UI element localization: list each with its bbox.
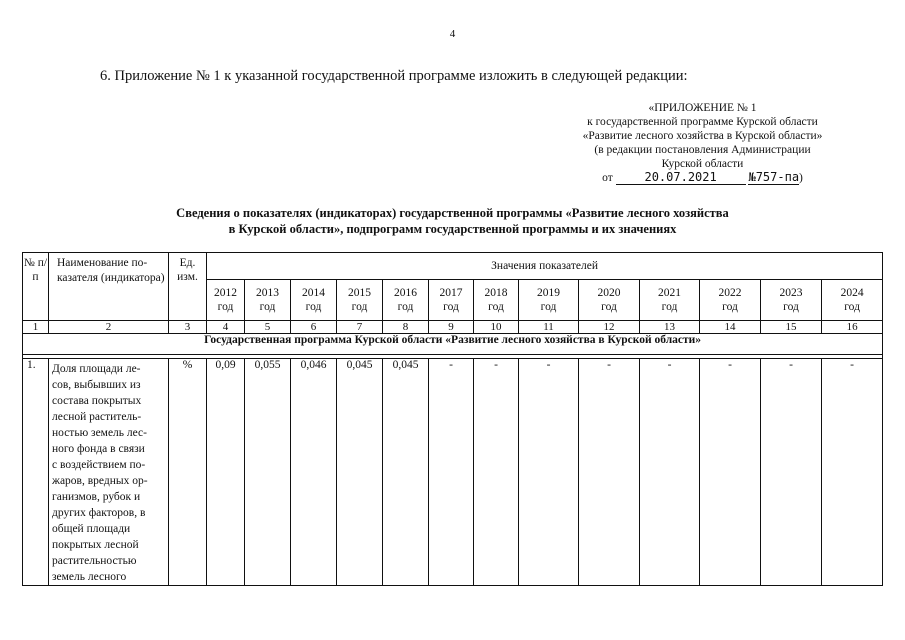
year-cell: 2012 год (207, 280, 245, 321)
header-unit: Ед. изм. (169, 253, 207, 321)
value-cell: 0,055 (245, 359, 291, 586)
value-cell: - (822, 359, 883, 586)
annex-number: №757-па (748, 170, 800, 184)
value-cell: - (519, 359, 579, 586)
annex-closing: ) (799, 172, 803, 184)
column-number: 15 (761, 321, 822, 334)
column-number: 3 (169, 321, 207, 334)
column-number: 7 (337, 321, 383, 334)
column-number: 2 (49, 321, 169, 334)
annex-title: «ПРИЛОЖЕНИЕ № 1 (648, 102, 757, 114)
page-number: 4 (449, 28, 456, 40)
annex-date-line (530, 171, 875, 185)
section-row (23, 334, 883, 355)
year-cell: 2020 год (579, 280, 640, 321)
table-heading-line2: в Курской области», подпрограмм государственной программы и их значениях (228, 222, 677, 236)
value-cell: - (474, 359, 519, 586)
column-number: 13 (640, 321, 700, 334)
column-number: 4 (207, 321, 245, 334)
column-number: 9 (429, 321, 474, 334)
year-cell: 2015 год (337, 280, 383, 321)
row-num: 1. (23, 359, 49, 586)
indicators-table (22, 252, 883, 586)
header-name: Наименование по-казателя (индикатора) (49, 253, 169, 321)
value-cell: 0,045 (383, 359, 429, 586)
section-title: Государственная программа Курской области «Развитие лесного хозяйства в Курской области» (23, 334, 883, 355)
annex-line-program: к государственной программе Курской области (587, 116, 818, 128)
column-number: 12 (579, 321, 640, 334)
column-number: 5 (245, 321, 291, 334)
year-cell: 2024 год (822, 280, 883, 321)
value-cell: 0,046 (291, 359, 337, 586)
annex-line-program-name: «Развитие лесного хозяйства в Курской области» (582, 130, 823, 142)
year-cell: 2022 год (700, 280, 761, 321)
value-cell: - (429, 359, 474, 586)
annex-block (530, 101, 875, 185)
table-heading-line1: Сведения о показателях (индикаторах) государственной программы «Развитие лесного хозяйства (176, 206, 729, 220)
value-cell: 0,045 (337, 359, 383, 586)
value-cell: 0,09 (207, 359, 245, 586)
column-number: 10 (474, 321, 519, 334)
year-cell: 2014 год (291, 280, 337, 321)
year-cell: 2021 год (640, 280, 700, 321)
column-number: 8 (383, 321, 429, 334)
year-cell: 2018 год (474, 280, 519, 321)
column-number: 11 (519, 321, 579, 334)
year-cell: 2019 год (519, 280, 579, 321)
column-number: 16 (822, 321, 883, 334)
annex-from-label: от (602, 172, 613, 184)
table-heading (0, 205, 905, 237)
annex-line-region: Курской области (661, 158, 744, 170)
value-cell: - (640, 359, 700, 586)
annex-date: 20.07.2021 (616, 171, 746, 185)
header-values: Значения показателей (207, 253, 883, 280)
column-number: 14 (700, 321, 761, 334)
column-number: 6 (291, 321, 337, 334)
column-numbers-row (23, 321, 883, 334)
value-cell: - (700, 359, 761, 586)
unit-cell: % (169, 359, 207, 586)
year-cell: 2016 год (383, 280, 429, 321)
table-row (23, 359, 883, 586)
column-number: 1 (23, 321, 49, 334)
header-num: № п/п (23, 253, 49, 321)
year-cell: 2017 год (429, 280, 474, 321)
annex-line-edition: (в редакции постановления Администрации (594, 144, 811, 156)
value-cell: - (761, 359, 822, 586)
intro-paragraph: 6. Приложение № 1 к указанной государственной программе изложить в следующей редакции: (100, 68, 688, 84)
year-cell: 2023 год (761, 280, 822, 321)
indicator-name: Доля площади ле- сов, выбывших из состава покрытых лесной раститель- ностью земель лес- ного фонда в связи с воздействием по- жаров, вредных ор- ганизмов, рубок и других факторов, в общей площади покрытых лесной растительностью земель лесного (49, 359, 169, 586)
value-cell: - (579, 359, 640, 586)
year-cell: 2013 год (245, 280, 291, 321)
